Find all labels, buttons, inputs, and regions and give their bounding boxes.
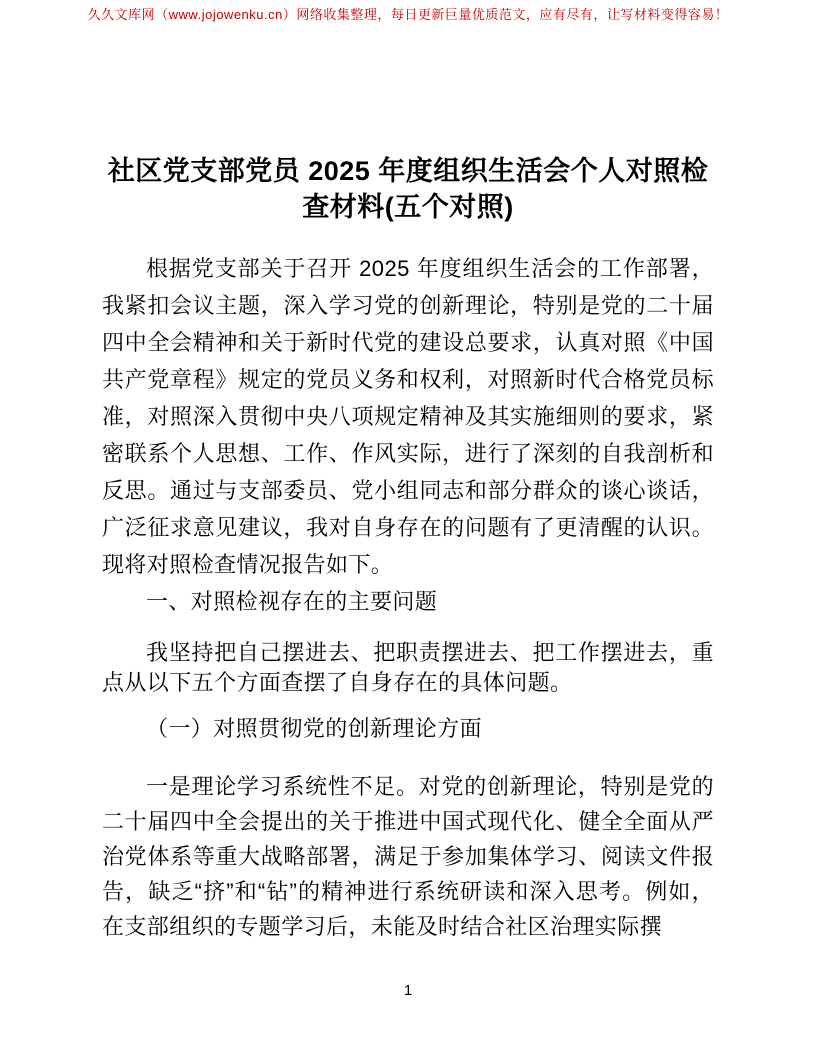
section1-intro-paragraph: 我坚持把自己摆进去、把职责摆进去、把工作摆进去，重点从以下五个方面查摆了自身存在的具体问题。 xyxy=(102,640,714,695)
intro-paragraph: 根据党支部关于召开 2025 年度组织生活会的工作部署，我紧扣会议主题，深入学习党的创新理论，特别是党的二十届四中全会精神和关于新时代党的建设总要求，认真对照《中国共产党章程》规定的党员义务和权利，对照新时代合格党员标准，对照深入贯彻中央八项规定精神及其实施细则的要求，紧密联系个人思想、工作、作风实际，进行了深刻的自我剖析和反思。通过与支部委员、党小组同志和部分群众的谈心谈话，广泛征求意见建议，我对自身存在的问题有了更清醒的认识。现将对照检查情况报告如下。 xyxy=(102,256,714,577)
subsection1-heading: （一）对照贯彻党的创新理论方面 xyxy=(146,716,483,741)
page-number: 1 xyxy=(403,982,413,999)
subsection1-body-paragraph: 一是理论学习系统性不足。对党的创新理论，特别是党的二十届四中全会提出的关于推进中国式现代化、健全全面从严治党体系等重大战略部署，满足于参加集体学习、阅读文件报告，缺乏“挤”和“钻”的精神进行系统研读和深入思考。例如，在支部组织的专题学习后，未能及时结合社区治理实际撰 xyxy=(102,774,714,939)
document-body xyxy=(102,0,714,944)
section1-heading: 一、对照检视存在的主要问题 xyxy=(146,589,438,614)
header-note: 久久文库网（www.jojowenku.cn）网络收集整理，每日更新巨量优质范文，应有尽有，让写材料变得容易！ xyxy=(87,7,729,22)
document-title: 社区党支部党员 2025 年度组织生活会个人对照检查材料(五个对照) xyxy=(107,156,709,222)
